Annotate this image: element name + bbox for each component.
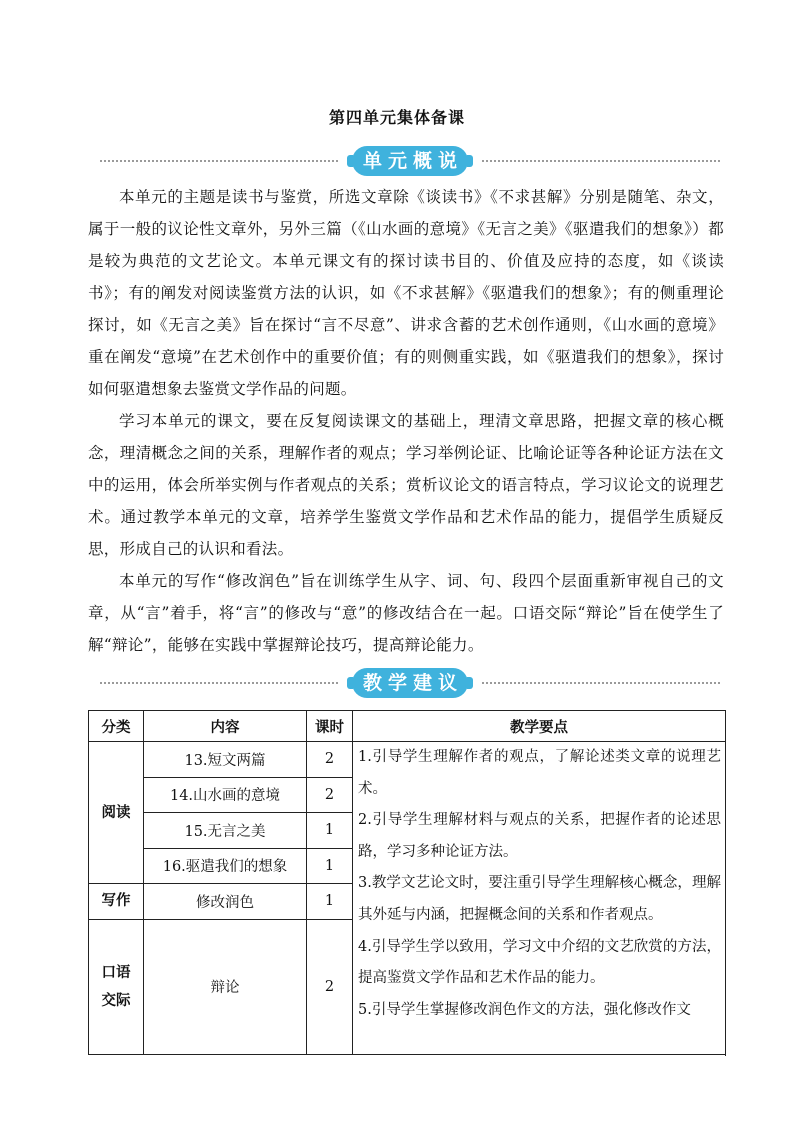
hours-cell: 2 bbox=[307, 777, 353, 813]
key-point: 5.引导学生掌握修改润色作文的方法，强化修改作文 bbox=[358, 1001, 691, 1018]
content-cell: 14.山水画的意境 bbox=[144, 777, 307, 813]
section-header-overview bbox=[100, 146, 720, 176]
content-cell: 修改润色 bbox=[144, 884, 307, 920]
section-header-suggestions bbox=[100, 668, 720, 698]
category-writing: 写作 bbox=[89, 884, 144, 920]
header-key-points: 教学要点 bbox=[353, 711, 726, 742]
table-header-row bbox=[89, 711, 726, 742]
overview-paragraph: 本单元的主题是读书与鉴赏，所选文章除《谈读书》《不求甚解》分别是随笔、杂文，属于一般的议论性文章外，另外三篇（《山水画的意境》《无言之美》《驱遣我们的想象》）都是较为典范的文艺论文。本单元课文有的探讨读书目的、价值及应持的态度，如《谈读书》；有的阐发对阅读鉴赏方法的认识，如《不求甚解》《驱遣我们的想象》；有的侧重理论探讨，如《无言之美》旨在探讨“言不尽意”、讲求含蓄的艺术创作通则，《山水画的意境》重在阐发“意境”在艺术创作中的重要价值；有的则侧重实践，如《驱遣我们的想象》，探讨如何驱遣想象去鉴赏文学作品的问题。 bbox=[88, 188, 724, 398]
hours-cell: 1 bbox=[307, 884, 353, 920]
dotted-divider-left bbox=[100, 160, 338, 162]
section-label-overview: 单元概说 bbox=[352, 146, 468, 176]
key-points-cell bbox=[353, 742, 726, 1055]
hours-cell: 1 bbox=[307, 813, 353, 849]
category-oral bbox=[89, 919, 144, 1054]
key-point: 1.引导学生理解作者的观点，了解论述类文章的说理艺术。 bbox=[358, 749, 721, 797]
content-cell: 13.短文两篇 bbox=[144, 742, 307, 778]
dotted-divider-right bbox=[482, 682, 720, 684]
table-row bbox=[89, 742, 726, 778]
page-title: 第四单元集体备课 bbox=[328, 108, 465, 127]
teaching-plan-table bbox=[88, 710, 726, 1055]
key-point: 3.教学文艺论文时，要注重引导学生理解核心概念，理解其外延与内涵，把握概念间的关系和作者观点。 bbox=[358, 875, 721, 923]
category-reading: 阅读 bbox=[89, 742, 144, 884]
overview-paragraph: 本单元的写作“修改润色”旨在训练学生从字、词、句、段四个层面重新审视自己的文章，从“言”着手，将“言”的修改与“意”的修改结合在一起。口语交际“辩论”旨在使学生了解“辩论”，能够在实践中掌握辩论技巧，提高辩论能力。 bbox=[88, 572, 724, 654]
overview-paragraph: 学习本单元的课文，要在反复阅读课文的基础上，理清文章思路，把握文章的核心概念，理清概念之间的关系，理解作者的观点；学习举例论证、比喻论证等各种论证方法在文中的运用，体会所举实例与作者观点的关系；赏析议论文的语言特点，学习议论文的说理艺术。通过教学本单元的文章，培养学生鉴赏文学作品和艺术作品的能力，提倡学生质疑反思，形成自己的认识和看法。 bbox=[88, 412, 724, 558]
content-cell: 辩论 bbox=[144, 919, 307, 1054]
content-cell: 16.驱遣我们的想象 bbox=[144, 848, 307, 884]
header-hours: 课时 bbox=[307, 711, 353, 742]
header-category: 分类 bbox=[89, 711, 144, 742]
content-cell: 15.无言之美 bbox=[144, 813, 307, 849]
section-label-suggestions: 教学建议 bbox=[352, 668, 468, 698]
overview-text bbox=[88, 181, 724, 661]
category-oral-line: 口语 bbox=[101, 963, 131, 981]
header-content: 内容 bbox=[144, 711, 307, 742]
hours-cell: 2 bbox=[307, 919, 353, 1054]
key-point: 4.引导学生学以致用，学习文中介绍的文艺欣赏的方法，提高鉴赏文学作品和艺术作品的能力。 bbox=[358, 938, 721, 987]
dotted-divider-right bbox=[482, 160, 720, 162]
dotted-divider-left bbox=[100, 682, 338, 684]
hours-cell: 1 bbox=[307, 848, 353, 884]
category-oral-line: 交际 bbox=[101, 991, 131, 1009]
hours-cell: 2 bbox=[307, 742, 353, 778]
key-point: 2.引导学生理解材料与观点的关系，把握作者的论述思路，学习多种论证方法。 bbox=[358, 812, 721, 860]
